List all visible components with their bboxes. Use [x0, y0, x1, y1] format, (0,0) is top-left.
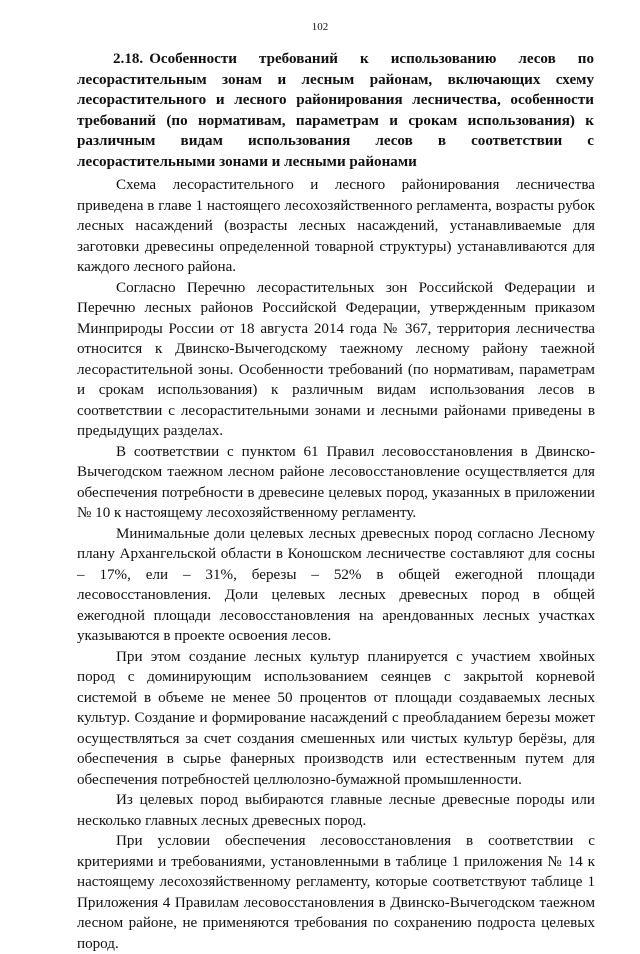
paragraph-undergrowth-conditions: При условии обеспечения лесовосстановления в соответствии с критериями и требованиями, установленными в таблице 1 приложения № 14 к настоящему лесохозяйственному регламенту, которые соответствуют таблице 1 Приложения 4 Правилам лесовосстановления в Двинско-Вычегодском таежном лесном районе, не применяются требования по сохранению подроста целевых пород.	[77, 833, 595, 952]
paragraph-reforestation-rules: В соответствии с пунктом 61 Правил лесовосстановления в Двинско-Вычегодском таежном лесном районе лесовосстановление осуществляется для обеспечения потребности в древесине целевых пород, указанных в приложении № 10 к настоящему лесохозяйственному регламенту.	[77, 443, 595, 521]
paragraph-forest-cultures: При этом создание лесных культур планируется с участием хвойных пород с доминирующим использованием сеянцев с закрытой корневой системой в объеме не менее 50 процентов от площади создаваемых лесных культур. Создание и формирование насаждений с преобладанием березы может осуществляться за счет создания смешенных или чистых культур берёзы, для обеспечения в сырье фанерных производств или естественным путем для обеспечения потребностей целлюлозно-бумажной промышленности.	[77, 648, 595, 788]
paragraph-zone-list: Согласно Перечню лесорастительных зон Российской Федерации и Перечню лесных районов Российской Федерации, утвержденным приказом Минприроды России от 18 августа 2014 года № 367, территория лесничества относится к Двинско-Вычегодскому таежному лесному району таежной лесорастительной зоны. Особенности требований (по нормативам, параметрам и срокам использования) к различным видам использования лесов в соответствии с лесорастительными зонами и лесными районами приведены в предыдущих разделах.	[77, 279, 595, 439]
paragraph-zoning-scheme: Схема лесорастительного и лесного районирования лесничества приведена в главе 1 настоящего лесохозяйственного регламента, возрасты рубок лесных насаждений (возрасты лесных насаждений, устанавливаемые для заготовки древесины определенной товарной структуры) устанавливаются для каждого лесного района.	[77, 177, 595, 275]
section-heading	[77, 49, 595, 172]
page-number: 102	[311, 21, 329, 33]
section-title: Особенности требований к использованию лесов по лесорастительным зонам и лесным районам, включающих схему лесорастительного и лесного районирования лесничества, особенности требований (по нормативам, параметрам и срокам использования) к различным видам использования лесов в соответствии с лесорастительными зонами и лесными районами	[77, 51, 594, 170]
paragraph-main-species: Из целевых пород выбираются главные лесные древесные породы или несколько главных лесных древесных пород.	[77, 792, 595, 829]
section-number: 2.18.	[113, 51, 144, 67]
page-body	[77, 49, 595, 954]
paragraph-species-shares: Минимальные доли целевых лесных древесных пород согласно Лесному плану Архангельской области в Коношском лесничестве составляют для сосны – 17%, ели – 31%, березы – 52% в общей ежегодной площади лесовосстановления. Доли целевых лесных древесных пород в общей ежегодной площади лесовосстановления на арендованных лесных участках указываются в проекте освоения лесов.	[77, 525, 595, 644]
